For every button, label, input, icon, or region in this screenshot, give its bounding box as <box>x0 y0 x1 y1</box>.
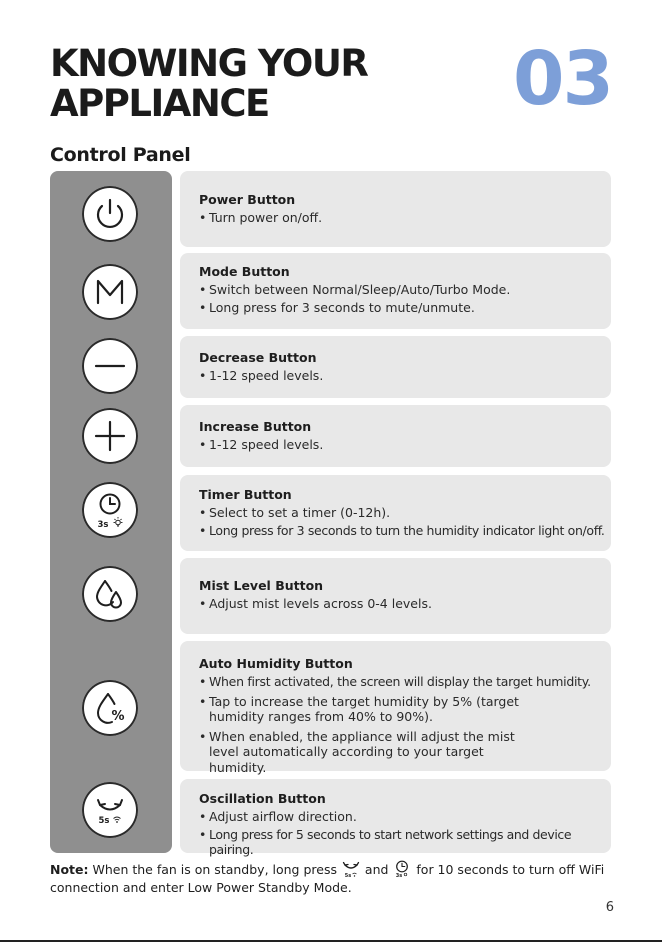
timer-icon <box>82 482 138 538</box>
bullet: • Long press for 3 seconds to turn the humidity indicator light on/off. <box>199 523 611 539</box>
bullet: • When enabled, the appliance will adjust the mist level automatically according to your target humidity. <box>199 729 581 776</box>
card-title: Mist Level Button <box>199 578 324 593</box>
card-title: Timer Button <box>199 487 292 502</box>
oscillation-icon <box>341 860 361 878</box>
chapter-number: 03 <box>513 36 612 122</box>
page-title: KNOWING YOUR APPLIANCE <box>50 42 368 125</box>
card-title: Decrease Button <box>199 350 317 365</box>
auto-humidity-icon <box>82 680 138 736</box>
bullet: • Tap to increase the target humidity by 5% (target humidity ranges from 40% to 90%). <box>199 694 581 725</box>
card-mist-level-button <box>180 558 611 634</box>
standby-note <box>50 860 610 897</box>
card-auto-humidity-button <box>180 641 611 775</box>
card-title: Increase Button <box>199 419 312 434</box>
note-text: for 10 seconds to turn off WiFi connection and enter Low Power Standby Mode. <box>50 862 605 895</box>
card-title: Oscillation Button <box>199 791 326 806</box>
bottom-rule <box>0 940 662 942</box>
bullet: • Select to set a timer (0-12h). <box>199 505 611 521</box>
timer-icon-label: 3s <box>97 520 109 530</box>
bullet: • 1-12 speed levels. <box>199 368 611 384</box>
oscillation-icon <box>82 782 138 838</box>
mini-icon-label: 3s <box>396 873 403 878</box>
bullet: • Long press for 3 seconds to mute/unmute. <box>199 300 611 316</box>
card-increase-button <box>180 405 611 467</box>
mini-icon-label: 5s <box>344 873 352 878</box>
bullet: • When first activated, the screen will display the target humidity. <box>199 674 601 690</box>
svg-text:%: % <box>111 709 125 724</box>
card-power-button <box>180 171 611 247</box>
card-title: Auto Humidity Button <box>199 656 353 671</box>
bullet: • Long press for 5 seconds to start network settings and device pairing. <box>199 827 611 858</box>
note-label: Note: <box>50 862 89 877</box>
card-mode-button <box>180 253 611 329</box>
bullet: • Adjust mist levels across 0-4 levels. <box>199 596 611 612</box>
note-text: and <box>360 862 393 877</box>
bullet: • Adjust airflow direction. <box>199 809 611 825</box>
card-decrease-button <box>180 336 611 398</box>
bullet: • Turn power on/off. <box>199 210 611 226</box>
bullet: • 1-12 speed levels. <box>199 437 611 453</box>
mode-icon <box>82 264 138 320</box>
page-number: 6 <box>605 900 614 915</box>
section-heading: Control Panel <box>50 144 191 166</box>
bullet: • Switch between Normal/Sleep/Auto/Turbo Mode. <box>199 282 611 298</box>
minus-icon <box>82 338 138 394</box>
card-title: Mode Button <box>199 264 290 279</box>
mist-drop-icon <box>82 566 138 622</box>
oscillation-icon-label: 5s <box>98 816 110 826</box>
power-icon <box>82 186 138 242</box>
note-text: When the fan is on standby, long press <box>88 862 341 877</box>
card-timer-button <box>180 475 611 551</box>
card-title: Power Button <box>199 192 296 207</box>
timer-icon <box>392 860 412 878</box>
card-oscillation-button <box>180 779 611 857</box>
plus-icon <box>82 408 138 464</box>
